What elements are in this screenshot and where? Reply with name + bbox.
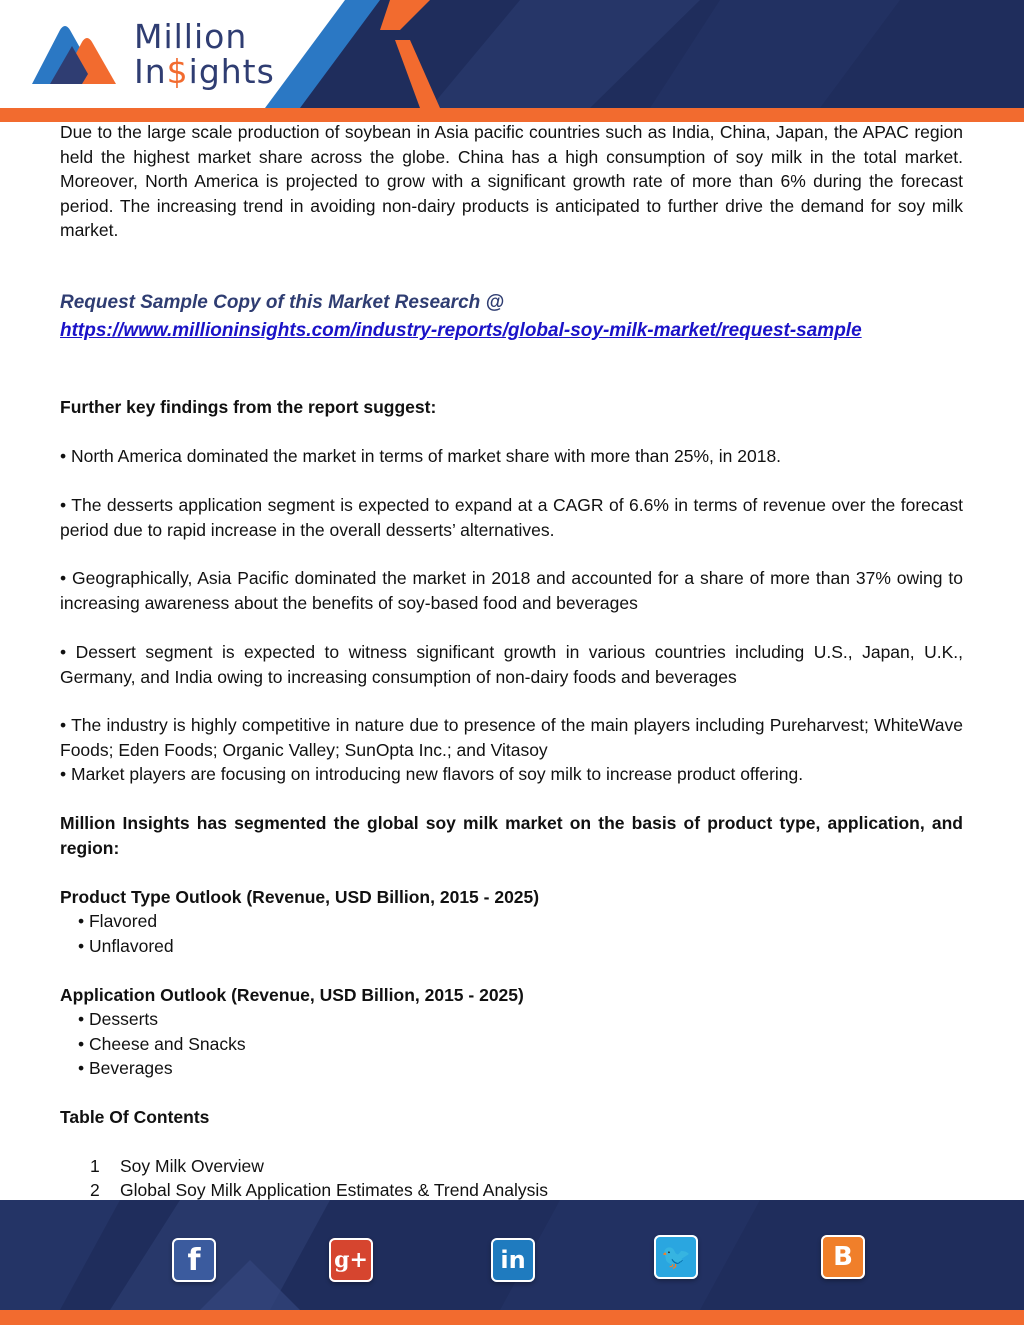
application-item: • Cheese and Snacks: [78, 1034, 246, 1054]
toc-item-number: 2: [90, 1180, 100, 1200]
toc-item: [90, 1154, 264, 1179]
page-header: [0, 0, 1024, 122]
facebook-icon[interactable]: f: [172, 1238, 216, 1282]
finding-item: • The desserts application segment is expected to expand at a CAGR of 6.6% in terms of revenue over the forecast period due to rapid increase in the overall desserts’ alternatives.: [60, 495, 963, 540]
toc-item: [90, 1178, 548, 1203]
logo-wordmark-line1: Million: [134, 17, 248, 56]
product-type-item: • Flavored: [78, 911, 158, 931]
toc-item-label: Soy Milk Overview: [120, 1156, 264, 1176]
finding-item: • Market players are focusing on introducing new flavors of soy milk to increase product offering.: [60, 764, 804, 784]
findings-heading: Further key findings from the report suggest:: [60, 397, 437, 417]
finding-item: • Geographically, Asia Pacific dominated the market in 2018 and accounted for a share of more than 37% owing to increasing awareness about the benefits of soy-based food and beverages: [60, 568, 963, 613]
blogger-icon[interactable]: B: [821, 1235, 865, 1279]
logo-mark-icon: [30, 22, 120, 92]
intro-paragraph: Due to the large scale production of soybean in Asia pacific countries such as India, China, Japan, the APAC region held the highest market share across the globe. China has a high consumption of soy milk in the total market. Moreover, North America is projected to grow with a significant growth rate of more than 6% during the forecast period. The increasing trend in avoiding non-dairy products is anticipated to further drive the demand for soy milk market.: [60, 122, 963, 240]
linkedin-icon[interactable]: in: [491, 1238, 535, 1282]
toc-heading: Table Of Contents: [60, 1107, 210, 1127]
twitter-icon[interactable]: 🐦: [654, 1235, 698, 1279]
application-heading: Application Outlook (Revenue, USD Billion, 2015 - 2025): [60, 985, 524, 1005]
logo-wordmark-line2: In$ights: [134, 52, 275, 91]
toc-item-label: Global Soy Milk Application Estimates & Trend Analysis: [120, 1180, 548, 1200]
application-item: • Desserts: [78, 1009, 159, 1029]
toc-item-number: 1: [90, 1156, 100, 1176]
finding-item: • Dessert segment is expected to witness significant growth in various countries including U.S., Japan, U.K., Germany, and India owing to increasing consumption of non-dairy foods and beverages: [60, 642, 963, 687]
request-sample-title: Request Sample Copy of this Market Research @: [60, 292, 505, 313]
google-plus-icon[interactable]: g+: [329, 1238, 373, 1282]
application-item: • Beverages: [78, 1058, 173, 1078]
product-type-item: • Unflavored: [78, 936, 174, 956]
request-sample-link[interactable]: https://www.millioninsights.com/industry-reports/global-soy-milk-market/request-sample: [60, 320, 862, 341]
segmentation-paragraph: Million Insights has segmented the global soy milk market on the basis of product type, application, and region:: [60, 813, 963, 858]
finding-item: • North America dominated the market in terms of market share with more than 25%, in 2018.: [60, 446, 782, 466]
page-footer: [0, 1200, 1024, 1325]
finding-item: • The industry is highly competitive in nature due to presence of the main players including Pureharvest; WhiteWave Foods; Eden Foods; Organic Valley; SunOpta Inc.; and Vitasoy: [60, 715, 963, 760]
company-logo: [30, 18, 280, 98]
product-type-heading: Product Type Outlook (Revenue, USD Billion, 2015 - 2025): [60, 887, 540, 907]
